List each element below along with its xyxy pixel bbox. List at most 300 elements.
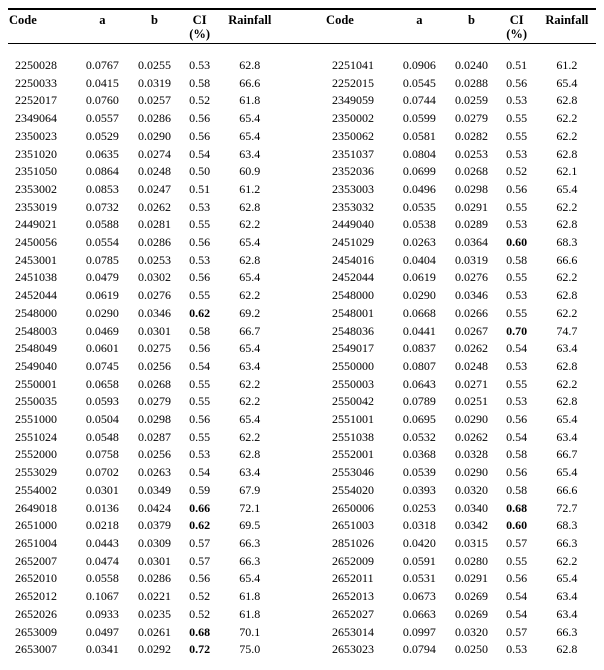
table-row: [8, 641, 596, 659]
table-row: [8, 323, 596, 341]
cell-ci: 0.56: [189, 270, 211, 285]
table-row: [8, 393, 596, 411]
column-gap: [279, 181, 325, 199]
cell-a: 0.0474: [85, 553, 119, 568]
cell-a: 0.0601: [85, 341, 119, 356]
cell-code: 2548000: [15, 305, 57, 320]
cell-rainfall: 75.0: [239, 642, 261, 657]
column-gap: [279, 588, 325, 606]
cell-code: 2452044: [332, 270, 375, 285]
cell-ci: 0.68: [189, 624, 211, 639]
cell-code: 2353003: [332, 181, 375, 196]
cell-a: 0.0558: [85, 571, 119, 586]
cell-rainfall: 62.2: [556, 553, 578, 568]
cell-a: 0.0702: [85, 465, 119, 480]
cell-a: 0.0532: [402, 429, 436, 444]
table-row: [8, 75, 596, 93]
cell-rainfall: 62.2: [239, 429, 261, 444]
column-gap: [279, 340, 325, 358]
cell-code: 2450056: [15, 235, 57, 250]
cell-rainfall: 65.4: [556, 75, 578, 90]
cell-rainfall: 72.1: [239, 500, 261, 515]
cell-b: 0.0267: [455, 323, 489, 338]
cell-a: 0.0341: [85, 642, 119, 657]
cell-rainfall: 65.4: [556, 412, 578, 427]
header-ci-label: CI: [192, 13, 207, 27]
cell-ci: 0.56: [506, 465, 528, 480]
cell-ci: 0.53: [506, 146, 528, 161]
cell-rainfall: 66.3: [556, 624, 578, 639]
cell-ci: 0.53: [189, 199, 211, 214]
column-gap: [279, 163, 325, 181]
cell-ci: 0.68: [506, 500, 528, 515]
header-rainfall-right: Rainfall: [545, 13, 589, 27]
cell-rainfall: 68.3: [556, 518, 578, 533]
cell-ci: 0.56: [189, 571, 211, 586]
cell-ci: 0.57: [189, 535, 211, 550]
header-ci-label: CI: [509, 13, 524, 27]
cell-b: 0.0247: [137, 181, 171, 196]
cell-b: 0.0262: [455, 341, 489, 356]
column-gap: [279, 358, 325, 376]
cell-b: 0.0328: [455, 447, 489, 462]
header-ci-unit: (%): [189, 27, 211, 41]
cell-b: 0.0240: [455, 58, 489, 72]
cell-b: 0.0364: [455, 235, 489, 250]
cell-a: 0.0581: [402, 128, 436, 143]
cell-a: 0.0745: [85, 358, 119, 373]
cell-a: 0.0599: [402, 111, 436, 126]
cell-b: 0.0259: [455, 93, 489, 108]
cell-code: 2548000: [332, 288, 375, 303]
cell-b: 0.0286: [137, 111, 171, 126]
cell-rainfall: 63.4: [239, 465, 261, 480]
cell-rainfall: 62.2: [239, 376, 261, 391]
cell-code: 2449021: [15, 217, 57, 232]
cell-rainfall: 62.2: [556, 111, 578, 126]
cell-code: 2552001: [332, 447, 375, 462]
cell-a: 0.0290: [402, 288, 436, 303]
header-ci-right: [496, 9, 538, 44]
cell-rainfall: 62.2: [239, 288, 261, 303]
table-row: [8, 446, 596, 464]
cell-rainfall: 65.4: [239, 341, 261, 356]
cell-ci: 0.52: [189, 93, 211, 108]
cell-a: 0.0218: [85, 518, 119, 533]
cell-b: 0.0302: [137, 270, 171, 285]
cell-rainfall: 61.8: [239, 606, 261, 621]
cell-b: 0.0319: [137, 75, 171, 90]
cell-code: 2549040: [15, 358, 57, 373]
cell-b: 0.0342: [455, 518, 489, 533]
cell-a: 0.0804: [402, 146, 436, 161]
table-row: [8, 624, 596, 642]
cell-b: 0.0282: [455, 128, 489, 143]
table-row: [8, 482, 596, 500]
cell-code: 2651003: [332, 518, 375, 533]
cell-code: 2652026: [15, 606, 57, 621]
cell-a: 0.0635: [85, 146, 119, 161]
column-gap: [279, 75, 325, 93]
cell-a: 0.0785: [85, 252, 119, 267]
column-gap: [279, 393, 325, 411]
table-row: [8, 500, 596, 518]
cell-code: 2549017: [332, 341, 375, 356]
header-ci-unit: (%): [506, 27, 528, 41]
cell-code: 2449040: [332, 217, 375, 232]
cell-b: 0.0276: [137, 288, 171, 303]
cell-b: 0.0290: [455, 465, 489, 480]
column-gap: [279, 216, 325, 234]
column-gap: [279, 305, 325, 323]
cell-ci: 0.55: [506, 376, 528, 391]
cell-b: 0.0346: [455, 288, 489, 303]
table-body: [8, 44, 596, 659]
cell-ci: 0.58: [506, 447, 528, 462]
cell-b: 0.0349: [137, 482, 171, 497]
cell-a: 0.0663: [402, 606, 436, 621]
cell-a: 0.0732: [85, 199, 119, 214]
cell-ci: 0.60: [506, 518, 528, 533]
table-row: [8, 287, 596, 305]
table-row: [8, 570, 596, 588]
cell-ci: 0.55: [189, 376, 211, 391]
cell-a: 0.0554: [85, 235, 119, 250]
cell-code: 2851026: [332, 535, 375, 550]
cell-rainfall: 62.8: [556, 394, 578, 409]
cell-code: 2652013: [332, 589, 375, 604]
cell-b: 0.0263: [137, 465, 171, 480]
table-row: [8, 146, 596, 164]
cell-b: 0.0309: [137, 535, 171, 550]
cell-rainfall: 61.2: [556, 58, 578, 72]
column-gap: [279, 553, 325, 571]
cell-ci: 0.54: [506, 606, 528, 621]
cell-code: 2550003: [332, 376, 375, 391]
cell-ci: 0.55: [506, 111, 528, 126]
cell-rainfall: 62.2: [556, 270, 578, 285]
cell-ci: 0.60: [506, 235, 528, 250]
cell-b: 0.0262: [455, 429, 489, 444]
cell-a: 0.1067: [85, 589, 119, 604]
table-row: [8, 411, 596, 429]
cell-rainfall: 62.8: [556, 93, 578, 108]
cell-a: 0.0794: [402, 642, 436, 657]
cell-a: 0.0591: [402, 553, 436, 568]
cell-code: 2351020: [15, 146, 57, 161]
cell-ci: 0.51: [506, 58, 528, 72]
cell-a: 0.0933: [85, 606, 119, 621]
cell-ci: 0.56: [506, 571, 528, 586]
cell-a: 0.0535: [402, 199, 436, 214]
cell-code: 2653009: [15, 624, 57, 639]
cell-b: 0.0253: [137, 252, 171, 267]
cell-ci: 0.55: [189, 217, 211, 232]
rainfall-coefficients-table: [8, 8, 596, 659]
cell-code: 2548049: [15, 341, 57, 356]
cell-ci: 0.53: [506, 642, 528, 657]
cell-rainfall: 60.9: [239, 164, 261, 179]
cell-code: 2652007: [15, 553, 57, 568]
cell-a: 0.0593: [85, 394, 119, 409]
cell-b: 0.0268: [455, 164, 489, 179]
cell-ci: 0.52: [189, 589, 211, 604]
table-row: [8, 199, 596, 217]
cell-rainfall: 65.4: [239, 412, 261, 427]
cell-ci: 0.54: [189, 146, 211, 161]
cell-b: 0.0256: [137, 358, 171, 373]
cell-ci: 0.54: [506, 589, 528, 604]
cell-ci: 0.55: [189, 288, 211, 303]
cell-a: 0.0789: [402, 394, 436, 409]
column-gap: [279, 92, 325, 110]
cell-code: 2550001: [15, 376, 57, 391]
cell-ci: 0.58: [189, 323, 211, 338]
cell-ci: 0.52: [189, 606, 211, 621]
cell-rainfall: 63.4: [556, 589, 578, 604]
cell-b: 0.0424: [137, 500, 171, 515]
cell-code: 2552000: [15, 447, 57, 462]
cell-b: 0.0271: [455, 376, 489, 391]
cell-rainfall: 66.3: [239, 535, 261, 550]
cell-b: 0.0320: [455, 624, 489, 639]
cell-code: 2353002: [15, 181, 57, 196]
cell-b: 0.0257: [137, 93, 171, 108]
cell-rainfall: 61.2: [239, 181, 261, 196]
cell-code: 2252017: [15, 93, 57, 108]
cell-code: 2250028: [15, 58, 57, 72]
cell-code: 2653007: [15, 642, 57, 657]
header-b-left: b: [151, 13, 158, 27]
cell-rainfall: 66.7: [556, 447, 578, 462]
cell-rainfall: 65.4: [239, 571, 261, 586]
column-gap: [279, 44, 325, 75]
cell-b: 0.0255: [137, 58, 171, 72]
cell-b: 0.0288: [455, 75, 489, 90]
cell-ci: 0.53: [189, 58, 211, 72]
cell-ci: 0.62: [189, 305, 211, 320]
table-row: [8, 535, 596, 553]
cell-ci: 0.55: [506, 553, 528, 568]
cell-code: 2550035: [15, 394, 57, 409]
table-row: [8, 464, 596, 482]
table-header: [8, 9, 596, 44]
table-row: [8, 340, 596, 358]
cell-b: 0.0268: [137, 376, 171, 391]
table-row: [8, 588, 596, 606]
cell-a: 0.0744: [402, 93, 436, 108]
cell-rainfall: 62.8: [239, 252, 261, 267]
cell-rainfall: 62.2: [556, 376, 578, 391]
cell-ci: 0.54: [189, 465, 211, 480]
cell-a: 0.0368: [402, 447, 436, 462]
cell-a: 0.0497: [85, 624, 119, 639]
cell-a: 0.0538: [402, 217, 436, 232]
cell-rainfall: 62.2: [556, 305, 578, 320]
cell-ci: 0.62: [189, 518, 211, 533]
column-gap: [279, 606, 325, 624]
cell-code: 2349059: [332, 93, 375, 108]
table-row: [8, 110, 596, 128]
table-row: [8, 216, 596, 234]
cell-code: 2551001: [332, 412, 375, 427]
column-gap: [279, 429, 325, 447]
cell-ci: 0.54: [189, 358, 211, 373]
cell-b: 0.0379: [137, 518, 171, 533]
cell-b: 0.0287: [137, 429, 171, 444]
column-gap: [279, 570, 325, 588]
cell-a: 0.0588: [85, 217, 119, 232]
column-gap: [279, 517, 325, 535]
cell-a: 0.0531: [402, 571, 436, 586]
cell-ci: 0.56: [189, 111, 211, 126]
cell-b: 0.0315: [455, 535, 489, 550]
cell-a: 0.0443: [85, 535, 119, 550]
cell-a: 0.0545: [402, 75, 436, 90]
table-row: [8, 358, 596, 376]
cell-code: 2652011: [332, 571, 374, 586]
column-gap: [279, 446, 325, 464]
cell-rainfall: 62.8: [239, 199, 261, 214]
cell-rainfall: 70.1: [239, 624, 261, 639]
column-gap: [279, 376, 325, 394]
header-ci-left: [179, 9, 221, 44]
cell-b: 0.0276: [455, 270, 489, 285]
cell-a: 0.0668: [402, 305, 436, 320]
cell-rainfall: 63.4: [239, 358, 261, 373]
cell-code: 2548001: [332, 305, 375, 320]
table-row: [8, 553, 596, 571]
cell-rainfall: 66.7: [239, 323, 261, 338]
cell-a: 0.0619: [85, 288, 119, 303]
cell-code: 2250033: [15, 75, 57, 90]
column-gap: [279, 624, 325, 642]
cell-a: 0.0441: [402, 323, 436, 338]
column-gap: [279, 323, 325, 341]
cell-a: 0.0529: [85, 128, 119, 143]
column-gap: [279, 535, 325, 553]
cell-rainfall: 62.8: [556, 642, 578, 657]
cell-b: 0.0298: [137, 412, 171, 427]
cell-rainfall: 67.9: [239, 482, 261, 497]
cell-a: 0.0548: [85, 429, 119, 444]
cell-b: 0.0250: [455, 642, 489, 657]
cell-rainfall: 61.8: [239, 93, 261, 108]
cell-rainfall: 65.4: [556, 181, 578, 196]
cell-a: 0.0504: [85, 412, 119, 427]
cell-ci: 0.54: [506, 429, 528, 444]
cell-ci: 0.53: [506, 93, 528, 108]
cell-b: 0.0301: [137, 553, 171, 568]
cell-rainfall: 66.6: [556, 252, 578, 267]
cell-ci: 0.56: [189, 128, 211, 143]
cell-code: 2350023: [15, 128, 57, 143]
header-a-left: a: [99, 13, 106, 27]
cell-code: 2353032: [332, 199, 375, 214]
column-gap: [279, 287, 325, 305]
table-row: [8, 376, 596, 394]
cell-a: 0.0864: [85, 164, 119, 179]
cell-b: 0.0275: [137, 341, 171, 356]
cell-b: 0.0262: [137, 199, 171, 214]
cell-ci: 0.55: [506, 199, 528, 214]
cell-b: 0.0248: [137, 164, 171, 179]
cell-code: 2252015: [332, 75, 375, 90]
cell-code: 2651000: [15, 518, 57, 533]
cell-code: 2451038: [15, 270, 57, 285]
cell-rainfall: 62.8: [239, 447, 261, 462]
cell-a: 0.0415: [85, 75, 119, 90]
cell-ci: 0.55: [506, 270, 528, 285]
cell-code: 2548003: [15, 323, 57, 338]
cell-ci: 0.58: [189, 75, 211, 90]
cell-rainfall: 61.8: [239, 589, 261, 604]
cell-b: 0.0290: [455, 412, 489, 427]
cell-b: 0.0274: [137, 146, 171, 161]
cell-b: 0.0235: [137, 606, 171, 621]
cell-b: 0.0286: [137, 571, 171, 586]
cell-code: 2349064: [15, 111, 57, 126]
cell-rainfall: 66.6: [239, 75, 261, 90]
cell-ci: 0.58: [506, 252, 528, 267]
column-gap: [279, 146, 325, 164]
cell-rainfall: 66.3: [239, 553, 261, 568]
cell-code: 2553046: [332, 465, 375, 480]
cell-a: 0.0658: [85, 376, 119, 391]
cell-b: 0.0320: [455, 482, 489, 497]
cell-ci: 0.58: [506, 482, 528, 497]
cell-a: 0.0469: [85, 323, 119, 338]
cell-ci: 0.53: [506, 217, 528, 232]
cell-b: 0.0269: [455, 589, 489, 604]
cell-a: 0.0136: [85, 500, 119, 515]
cell-ci: 0.55: [189, 394, 211, 409]
cell-code: 2553029: [15, 465, 57, 480]
cell-a: 0.0758: [85, 447, 119, 462]
cell-code: 2452044: [15, 288, 57, 303]
cell-ci: 0.56: [506, 75, 528, 90]
cell-ci: 0.66: [189, 500, 211, 515]
cell-a: 0.0853: [85, 181, 119, 196]
header-code-right: Code: [326, 13, 354, 27]
cell-rainfall: 63.4: [556, 429, 578, 444]
cell-b: 0.0286: [137, 235, 171, 250]
cell-code: 2653023: [332, 642, 375, 657]
header-row: [8, 9, 596, 44]
cell-rainfall: 74.7: [556, 323, 578, 338]
cell-rainfall: 62.2: [239, 394, 261, 409]
cell-code: 2650006: [332, 500, 375, 515]
cell-code: 2649018: [15, 500, 57, 515]
cell-code: 2550042: [332, 394, 375, 409]
cell-rainfall: 63.4: [556, 341, 578, 356]
cell-code: 2551000: [15, 412, 57, 427]
cell-a: 0.0318: [402, 518, 436, 533]
cell-rainfall: 65.4: [239, 128, 261, 143]
cell-b: 0.0256: [137, 447, 171, 462]
cell-code: 2251041: [332, 58, 375, 72]
cell-ci: 0.53: [506, 394, 528, 409]
cell-rainfall: 62.1: [556, 164, 578, 179]
cell-code: 2351050: [15, 164, 57, 179]
cell-code: 2351037: [332, 146, 375, 161]
cell-ci: 0.53: [189, 447, 211, 462]
cell-ci: 0.59: [189, 482, 211, 497]
cell-rainfall: 63.4: [239, 146, 261, 161]
table-row: [8, 269, 596, 287]
cell-a: 0.0767: [85, 58, 119, 72]
column-gap: [279, 252, 325, 270]
